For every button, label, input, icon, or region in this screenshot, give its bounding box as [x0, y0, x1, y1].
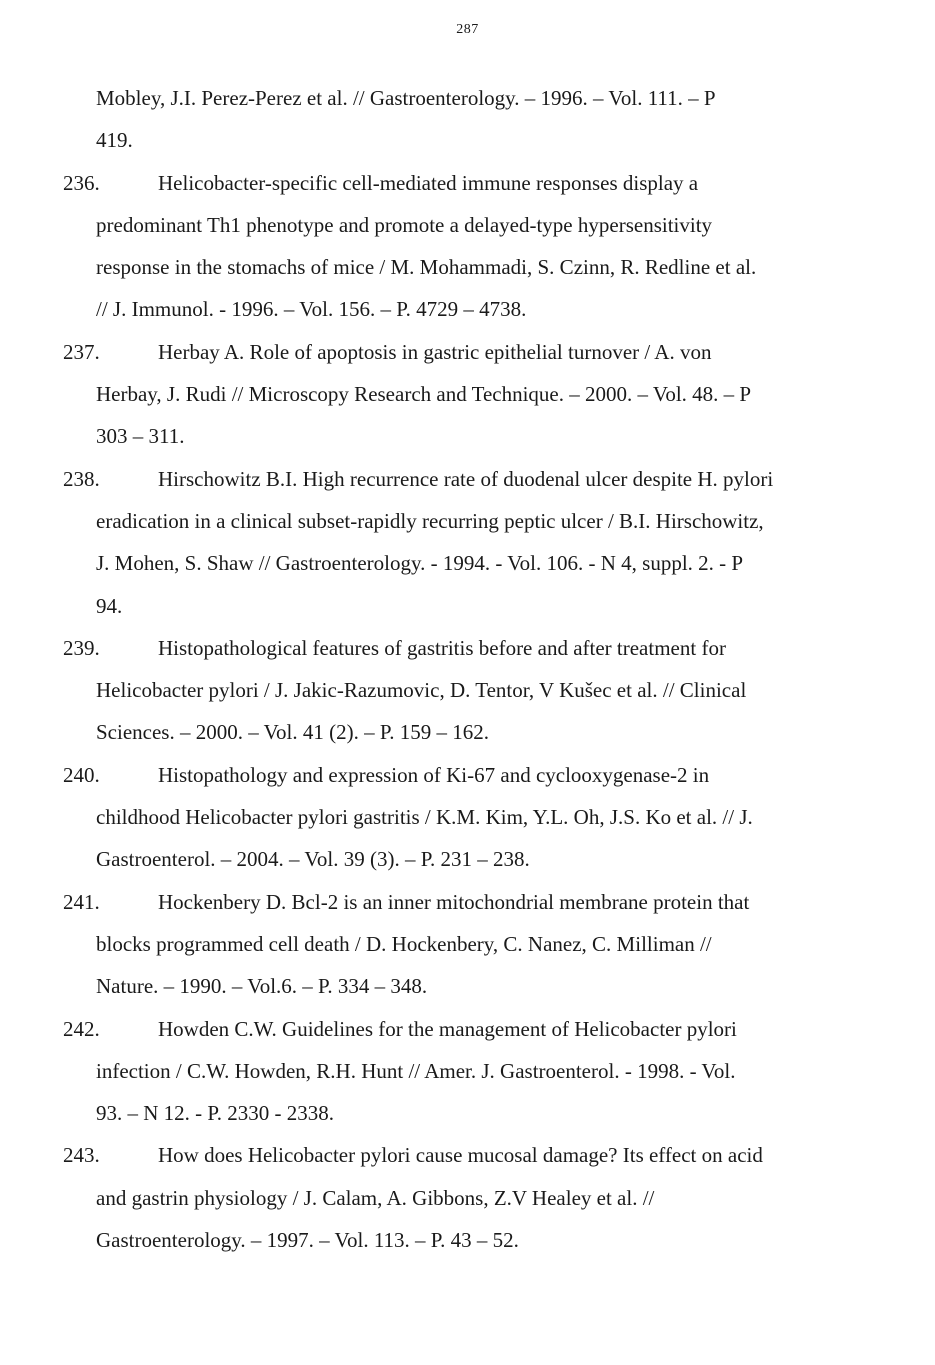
reference-line: response in the stomachs of mice / M. Mohammadi, S. Czinn, R. Redline et al. — [96, 255, 757, 280]
reference-239 — [63, 627, 875, 754]
reference-list — [63, 77, 875, 1261]
reference-text: Hockenbery D. Bcl-2 is an inner mitochondrial membrane protein that — [158, 889, 750, 914]
reference-number: 236. — [63, 170, 100, 195]
page-number: 287 — [456, 22, 479, 37]
reference-line: Gastroenterology. – 1997. – Vol. 113. – P. 43 – 52. — [96, 1228, 519, 1253]
reference-240 — [63, 754, 875, 881]
reference-243 — [63, 1134, 875, 1261]
reference-continuation — [63, 77, 875, 162]
reference-text: Hirschowitz B.I. High recurrence rate of duodenal ulcer despite H. pylori — [158, 466, 774, 491]
reference-line: infection / C.W. Howden, R.H. Hunt // Amer. J. Gastroenterol. - 1998. - Vol. — [96, 1058, 736, 1083]
reference-241 — [63, 881, 875, 1008]
reference-line: and gastrin physiology / J. Calam, A. Gibbons, Z.V Healey et al. // — [96, 1185, 655, 1210]
reference-text: Helicobacter-specific cell-mediated immune responses display a — [158, 170, 699, 195]
reference-line: Mobley, J.I. Perez-Perez et al. // Gastroenterology. – 1996. – Vol. 111. – P — [96, 86, 716, 110]
reference-line: 94. — [96, 593, 123, 618]
reference-number: 242. — [63, 1016, 100, 1041]
reference-number: 243. — [63, 1143, 100, 1168]
reference-number: 237. — [63, 339, 100, 364]
reference-line: eradication in a clinical subset-rapidly recurring peptic ulcer / B.I. Hirschowitz, — [96, 508, 764, 533]
reference-line: 93. – N 12. - P. 2330 - 2338. — [96, 1101, 335, 1126]
reference-number: 240. — [63, 762, 100, 787]
reference-number: 238. — [63, 466, 100, 491]
reference-line: // J. Immunol. - 1996. – Vol. 156. – P. 4729 – 4738. — [96, 297, 527, 322]
reference-line: Sciences. – 2000. – Vol. 41 (2). – P. 159 – 162. — [96, 720, 489, 745]
reference-text: Howden C.W. Guidelines for the management of Helicobacter pylori — [158, 1016, 737, 1041]
reference-line: Helicobacter pylori / J. Jakic-Razumovic, D. Tentor, V Kušec et al. // Clinical — [96, 678, 747, 703]
reference-line: blocks programmed cell death / D. Hockenbery, C. Nanez, C. Milliman // — [96, 931, 712, 956]
reference-242 — [63, 1008, 875, 1135]
reference-236 — [63, 162, 875, 331]
reference-line: 419. — [96, 128, 133, 153]
reference-line: Nature. – 1990. – Vol.6. – P. 334 – 348. — [96, 974, 428, 999]
reference-text: How does Helicobacter pylori cause mucosal damage? Its effect on acid — [158, 1143, 763, 1168]
reference-line: predominant Th1 phenotype and promote a delayed-type hypersensitivity — [96, 212, 713, 237]
reference-line: Gastroenterol. – 2004. – Vol. 39 (3). – P. 231 – 238. — [96, 847, 530, 872]
reference-237 — [63, 331, 875, 458]
reference-text: Histopathological features of gastritis before and after treatment for — [158, 635, 726, 660]
reference-line: childhood Helicobacter pylori gastritis / K.M. Kim, Y.L. Oh, J.S. Ko et al. // J. — [96, 805, 753, 830]
reference-line: 303 – 311. — [96, 424, 185, 449]
reference-number: 239. — [63, 635, 100, 660]
reference-number: 241. — [63, 889, 100, 914]
reference-text: Herbay A. Role of apoptosis in gastric epithelial turnover / A. von — [158, 339, 712, 364]
reference-238 — [63, 458, 875, 627]
reference-line: Herbay, J. Rudi // Microscopy Research and Technique. – 2000. – Vol. 48. – P — [96, 382, 752, 407]
reference-line: J. Mohen, S. Shaw // Gastroenterology. - 1994. - Vol. 106. - N 4, suppl. 2. - P — [96, 551, 744, 576]
reference-text: Histopathology and expression of Ki-67 and cyclooxygenase-2 in — [158, 762, 710, 787]
